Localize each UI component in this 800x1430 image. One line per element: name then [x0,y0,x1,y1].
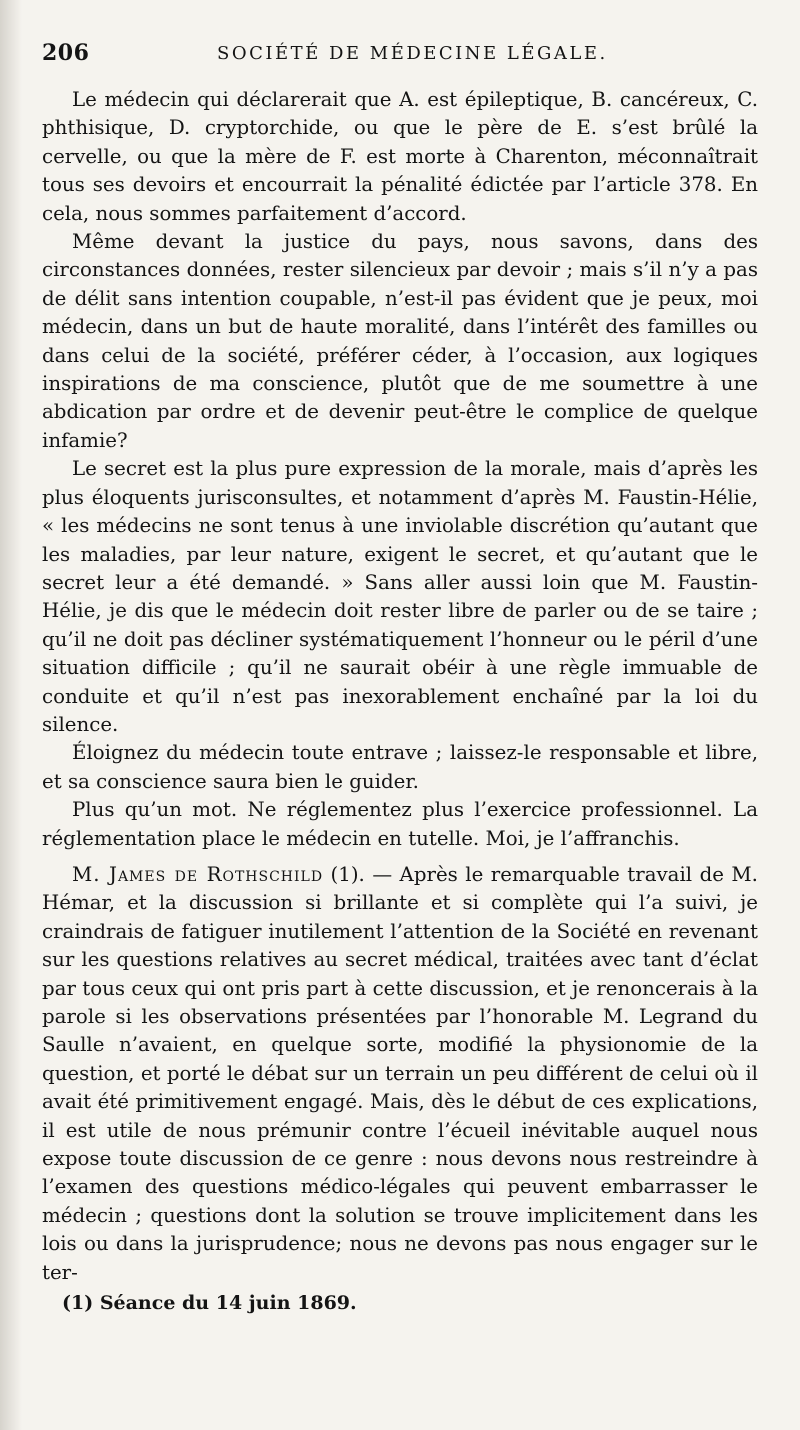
body-text [42,86,758,1287]
page-number: 206 [42,40,90,66]
running-title: SOCIÉTÉ DE MÉDECINE LÉGALE. [217,43,608,64]
footnote: (1) Séance du 14 juin 1869. [62,1292,357,1314]
paragraph: Le médecin qui déclarerait que A. est épileptique, B. cancéreux, C. phthisique, D. cryptorchide, ou que le père de E. s’est brûlé la cervelle, ou que la mère de F. est morte à Charenton, méconnaîtrait tous ses devoirs et encourrait la pénalité édictée par l’article 378. En cela, nous sommes parfaitement d’accord. [42,88,758,225]
page-header [42,40,762,72]
page-gutter-shadow [0,0,22,1430]
speech-text: — Après le remarquable travail de M. Hémar, et la discussion si brillante et si complète qui l’a suivi, je craindrais de fatiguer inutilement l’attention de la Société en revenant sur les questions relatives au secret médical, traitées avec tant d’éclat par tous ceux qui ont pris part à cette discussion, et je renoncerais à la parole si les observations présentées par l’honorable M. Legrand du Saulle n’avaient, en quelque sorte, modifié la physionomie de la question, et porté le débat sur un terrain un peu différent de celui où il avait été primitivement engagé. Mais, dès le début de ces explications, il est utile de nous prémunir contre l’écueil inévitable auquel nous expose toute discussion de ce genre : nous devons nous restreindre à l’examen des questions médico-légales qui peuvent embarrasser le médecin ; questions dont la solution se trouve implicitement dans les lois ou dans la jurisprudence; nous ne devons pas nous engager sur le ter- [42,862,758,1284]
paragraph: Plus qu’un mot. Ne réglementez plus l’exercice professionnel. La réglementation place le médecin en tutelle. Moi, je l’affranchis. [42,798,758,850]
footnote-reference: (1). [330,862,365,886]
paragraph: Le secret est la plus pure expression de la morale, mais d’après les plus éloquents jurisconsultes, et notamment d’après M. Faustin-Hélie, « les médecins ne sont tenus à une inviolable discrétion qu’autant que les maladies, par leur nature, exigent le secret, et qu’autant que le secret leur a été demandé. » Sans aller aussi loin que M. Faustin-Hélie, je dis que le médecin doit rester libre de parler ou de se taire ; qu’il ne doit pas décliner systématiquement l’honneur ou le péril d’une situation difficile ; qu’il ne saurait obéir à une règle immuable de conduite et qu’il n’est pas inexorablement enchaîné par la loi du silence. [42,457,758,736]
paragraph: Éloignez du médecin toute entrave ; laissez-le responsable et libre, et sa conscience saura bien le guider. [42,741,758,793]
paragraph: Même devant la justice du pays, nous savons, dans des circonstances données, rester silencieux par devoir ; mais s’il n’y a pas de délit sans intention coupable, n’est-il pas évident que je peux, moi médecin, dans un but de haute moralité, dans l’intérêt des familles ou dans celui de la société, préférer céder, à l’occasion, aux logiques inspirations de ma conscience, plutôt que de me soumettre à une abdication par ordre et de devenir peut-être le complice de quelque infamie? [42,230,758,452]
speaker-name: M. James de Rothschild [72,862,324,886]
speech-paragraph [42,861,758,1287]
